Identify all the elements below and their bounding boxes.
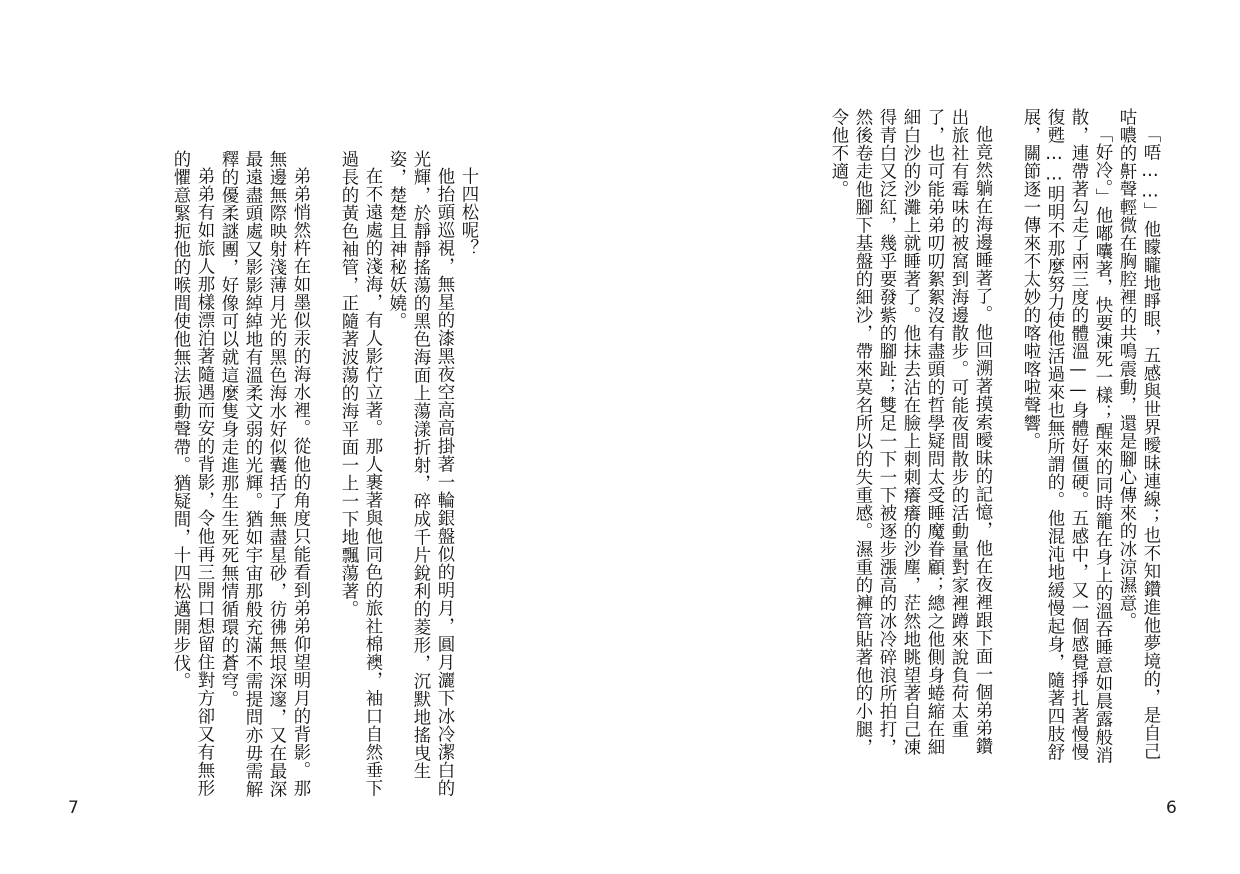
paragraph: 他抬頭巡視，無星的漆黑夜空高高掛著一輪銀盤似的明月，圓月灑下冰冷潔白的光輝，於靜靜搖蕩的黑色海面上蕩漾折射，碎成千片銳利的菱形，沉默地搖曳生姿，楚楚且神秘妖嬈。 [386,150,454,798]
body-text-left [168,150,480,810]
paragraph: 「好冷。」他嘟囔著，快要凍死一樣；醒來的同時籠在身上的溫吞睡意如晨露般消散，連帶著勾走了兩三度的體溫——身體好僵硬。五感中，又一個感覺掙扎著慢慢復甦……明明不那麼努力使他活過來也無所謂的。他混沌地緩慢起身，隨著四肢舒展，關節逐一傳來不太妙的喀啦喀啦聲響。 [1020,108,1112,765]
body-text-right [826,108,1162,768]
paragraph-spacer [312,150,336,810]
paragraph: 弟弟有如旅人那樣漂泊著隨遇而安的背影，令他再三開口想留住對方卻又有無形的懼意緊扼他的喉間使他無法振動聲帶。猶疑間，十四松邁開步伐。 [170,150,214,798]
paragraph: 十四松呢？ [458,167,478,258]
paragraph: 弟弟悄然杵在如墨似汞的海水裡。從他的角度只能看到弟弟仰望明月的背影。那無邊無際映射淺薄月光的黑色海水好似囊括了無盡星砂，彷彿無垠深邃，又在最深最遠盡頭處又影影綽綽地有溫柔文弱的光輝。猶如宇宙那般充滿不需提問亦毋需解釋的優柔謎團，好像可以就這麼隻身走進那生生死死無情循環的蒼穹。 [218,150,310,798]
page-number-right: 6 [1166,798,1177,818]
paragraph: 他竟然躺在海邊睡著了。他回溯著摸索曖昧的記憶，他在夜裡跟下面一個弟弟鑽出旅社有霉味的被窩到海邊散步。可能夜間散步的活動量對家裡蹲來說負荷太重了，也可能弟弟叨叨絮絮沒有盡頭的哲學疑問太受睡魔眷顧；總之他側身蜷縮在細細白沙的沙灘上就睡著了。他抹去沾在臉上刺刺癢癢的沙塵，茫然地眺望著自己凍得青白又泛紅，幾乎要發紫的腳趾；雙足一下一下被逐步漲高的冰冷碎浪所拍打，然後卷走他腳下基盤的細沙，帶來莫名所以的失重感。濕重的褲管貼著他的小腿，令他不適。 [828,108,992,756]
page-number-left: 7 [68,798,79,818]
paragraph: 「唔……」他矇矓地睜眼，五感與世界曖昧連線；也不知鑽進他夢境的，是自己咕噥的鼾聲輕微在胸腔裡的共鳴震動，還是腳心傳來的冰涼濕意。 [1116,108,1160,761]
paragraph: 在不遠處的淺海，有人影佇立著。那人裹著與他同色的旅社棉襖，袖口自然垂下過長的黃色袖管，正隨著波蕩的海平面一上一下地飄蕩著。 [338,150,382,798]
page-right [620,0,1240,874]
paragraph-spacer [994,108,1018,768]
